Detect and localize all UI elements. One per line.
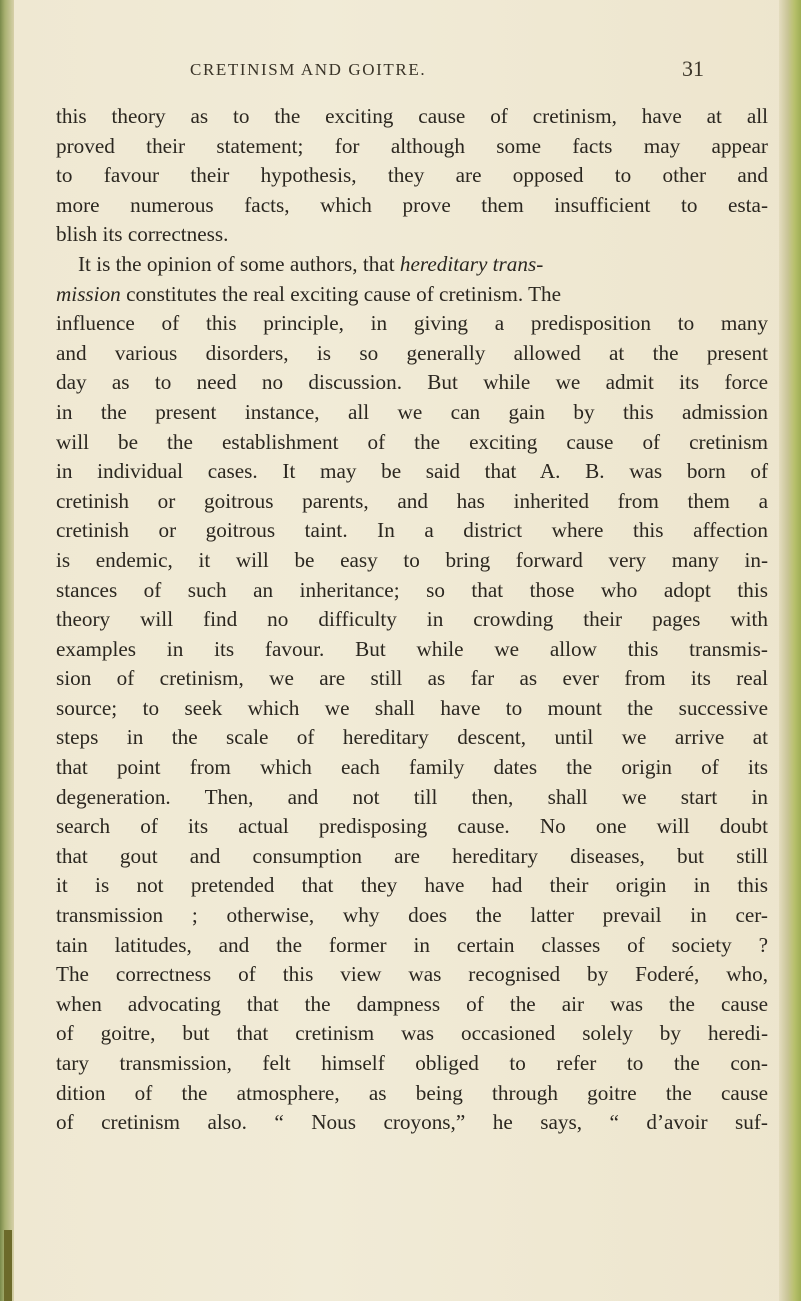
text-line — [56, 250, 768, 280]
text-line: in the present instance, all we can gain by this admission — [56, 399, 768, 424]
text-line: day as to need no discussion. But while we admit its force — [56, 370, 768, 395]
page-gutter — [0, 0, 14, 1301]
text-run: It is the opinion of some authors, that — [78, 251, 395, 276]
text-line: cretinish or goitrous taint. In a district where this affection — [56, 518, 768, 543]
text-line: of goitre, but that cretinism was occasioned solely by heredi- — [56, 1021, 768, 1046]
text-line: source; to seek which we shall have to mount the successive — [56, 695, 768, 720]
text-line: and various disorders, is so generally allowed at the present — [56, 340, 768, 365]
text-line: proved their statement; for although some facts may appear — [56, 133, 768, 158]
text-run: constitutes the real exciting cause of cretinism. The — [126, 281, 562, 306]
text-line: sion of cretinism, we are still as far as ever from its real — [56, 666, 768, 691]
body-text — [56, 102, 768, 1138]
text-line: stances of such an inheritance; so that those who adopt this — [56, 577, 768, 602]
text-line: tain latitudes, and the former in certain classes of society ? — [56, 932, 768, 957]
italic-phrase: mission — [56, 281, 121, 306]
text-line: is endemic, it will be easy to bring forward very many in- — [56, 547, 768, 572]
text-line: transmission ; otherwise, why does the latter prevail in cer- — [56, 903, 768, 928]
running-title: CRETINISM AND GOITRE. — [190, 60, 427, 79]
text-line: more numerous facts, which prove them insufficient to esta- — [56, 192, 768, 217]
text-line — [56, 280, 768, 310]
text-line: steps in the scale of hereditary descent, until we arrive at — [56, 725, 768, 750]
text-line: will be the establishment of the exciting cause of cretinism — [56, 429, 768, 454]
text-line: The correctness of this view was recognised by Foderé, who, — [56, 962, 768, 987]
text-line: it is not pretended that they have had their origin in this — [56, 873, 768, 898]
text-line: to favour their hypothesis, they are opposed to other and — [56, 163, 768, 188]
text-line: theory will find no difficulty in crowding their pages with — [56, 607, 768, 632]
text-line: cretinish or goitrous parents, and has inherited from them a — [56, 488, 768, 513]
text-line: blish its correctness. — [56, 222, 229, 247]
text-line: this theory as to the exciting cause of cretinism, have at all — [56, 104, 768, 128]
text-line: of cretinism also. “ Nous croyons,” he says, “ d’avoir suf- — [56, 1110, 768, 1135]
text-line: dition of the atmosphere, as being through goitre the cause — [56, 1080, 768, 1105]
text-line: search of its actual predisposing cause. No one will doubt — [56, 814, 768, 839]
page-number: 31 — [682, 56, 704, 81]
text-line: examples in its favour. But while we allow this transmis- — [56, 636, 768, 661]
text-line: when advocating that the dampness of the air was the cause — [56, 991, 768, 1016]
text-line: influence of this principle, in giving a predisposition to many — [56, 311, 768, 336]
text-line: degeneration. Then, and not till then, shall we start in — [56, 784, 768, 809]
text-line: tary transmission, felt himself obliged to refer to the con- — [56, 1051, 768, 1075]
italic-phrase: hereditary trans- — [399, 251, 544, 276]
text-line: that gout and consumption are hereditary diseases, but still — [56, 843, 768, 868]
page-edge — [779, 0, 801, 1301]
text-line: in individual cases. It may be said that A. B. was born of — [56, 459, 768, 484]
running-header — [150, 56, 710, 90]
text-line: that point from which each family dates the origin of its — [56, 755, 768, 780]
